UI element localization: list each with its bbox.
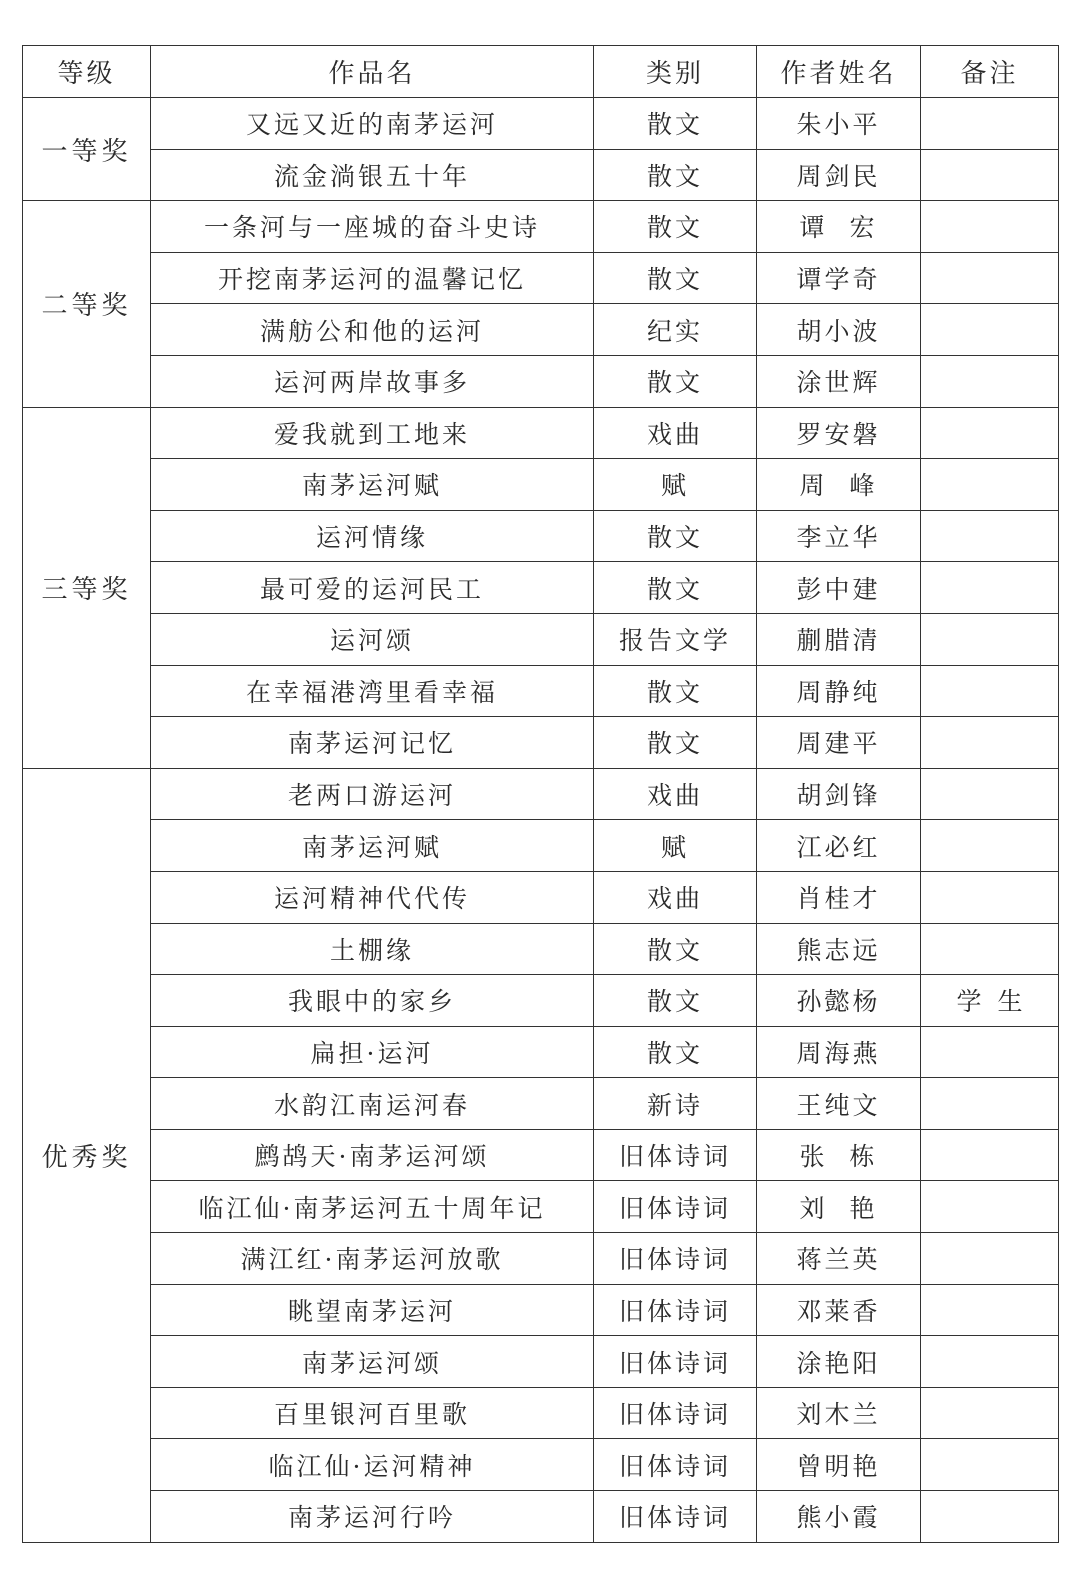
work-title-cell: 开挖南茅运河的温馨记忆 (151, 252, 594, 304)
category-cell: 散文 (594, 510, 757, 562)
note-cell (921, 1284, 1059, 1336)
author-cell: 熊小霞 (757, 1491, 921, 1543)
author-cell: 周海燕 (757, 1026, 921, 1078)
author-cell: 胡小波 (757, 304, 921, 356)
table-row (23, 665, 1059, 717)
category-cell: 散文 (594, 975, 757, 1027)
author-cell: 蒯腊清 (757, 613, 921, 665)
category-cell: 旧体诗词 (594, 1129, 757, 1181)
category-cell: 散文 (594, 355, 757, 407)
note-cell (921, 1491, 1059, 1543)
category-cell: 散文 (594, 201, 757, 253)
header-author: 作者姓名 (757, 46, 921, 98)
award-level-cell: 二等奖 (23, 201, 151, 407)
author-cell: 曾明艳 (757, 1439, 921, 1491)
category-cell: 旧体诗词 (594, 1387, 757, 1439)
work-title-cell: 最可爱的运河民工 (151, 562, 594, 614)
note-cell (921, 1181, 1059, 1233)
table-row (23, 1181, 1059, 1233)
work-title-cell: 临江仙·运河精神 (151, 1439, 594, 1491)
table-row (23, 98, 1059, 150)
author-cell: 江必红 (757, 820, 921, 872)
work-title-cell: 临江仙·南茅运河五十周年记 (151, 1181, 594, 1233)
category-cell: 戏曲 (594, 871, 757, 923)
table-row (23, 768, 1059, 820)
note-cell (921, 355, 1059, 407)
category-cell: 旧体诗词 (594, 1491, 757, 1543)
category-cell: 旧体诗词 (594, 1336, 757, 1388)
work-title-cell: 眺望南茅运河 (151, 1284, 594, 1336)
note-cell (921, 613, 1059, 665)
table-row (23, 201, 1059, 253)
work-title-cell: 南茅运河行吟 (151, 1491, 594, 1543)
header-title: 作品名 (151, 46, 594, 98)
category-cell: 纪实 (594, 304, 757, 356)
work-title-cell: 流金淌银五十年 (151, 149, 594, 201)
table-row (23, 1078, 1059, 1130)
work-title-cell: 运河精神代代传 (151, 871, 594, 923)
author-cell: 周剑民 (757, 149, 921, 201)
author-cell: 王纯文 (757, 1078, 921, 1130)
table-row (23, 407, 1059, 459)
note-cell (921, 665, 1059, 717)
note-cell (921, 562, 1059, 614)
author-cell: 刘 艳 (757, 1181, 921, 1233)
award-level-cell: 三等奖 (23, 407, 151, 768)
author-cell: 蒋兰英 (757, 1233, 921, 1285)
category-cell: 赋 (594, 459, 757, 511)
table-row (23, 1026, 1059, 1078)
note-cell (921, 407, 1059, 459)
note-cell (921, 1026, 1059, 1078)
award-level-cell: 优秀奖 (23, 768, 151, 1542)
note-cell (921, 1387, 1059, 1439)
table-row (23, 1284, 1059, 1336)
table-row (23, 1129, 1059, 1181)
work-title-cell: 南茅运河赋 (151, 459, 594, 511)
table-row (23, 923, 1059, 975)
author-cell: 刘木兰 (757, 1387, 921, 1439)
table-row (23, 459, 1059, 511)
category-cell: 戏曲 (594, 407, 757, 459)
work-title-cell: 水韵江南运河春 (151, 1078, 594, 1130)
header-category: 类别 (594, 46, 757, 98)
note-cell (921, 252, 1059, 304)
work-title-cell: 土棚缘 (151, 923, 594, 975)
table-row (23, 510, 1059, 562)
table-row (23, 562, 1059, 614)
category-cell: 旧体诗词 (594, 1439, 757, 1491)
work-title-cell: 运河情缘 (151, 510, 594, 562)
category-cell: 报告文学 (594, 613, 757, 665)
work-title-cell: 在幸福港湾里看幸福 (151, 665, 594, 717)
work-title-cell: 运河颂 (151, 613, 594, 665)
author-cell: 张 栋 (757, 1129, 921, 1181)
author-cell: 谭 宏 (757, 201, 921, 253)
category-cell: 散文 (594, 252, 757, 304)
work-title-cell: 运河两岸故事多 (151, 355, 594, 407)
work-title-cell: 又远又近的南茅运河 (151, 98, 594, 150)
table-row (23, 1387, 1059, 1439)
author-cell: 周静纯 (757, 665, 921, 717)
author-cell: 熊志远 (757, 923, 921, 975)
note-cell (921, 459, 1059, 511)
category-cell: 散文 (594, 98, 757, 150)
category-cell: 赋 (594, 820, 757, 872)
author-cell: 胡剑锋 (757, 768, 921, 820)
note-cell (921, 201, 1059, 253)
note-cell (921, 820, 1059, 872)
category-cell: 散文 (594, 149, 757, 201)
category-cell: 戏曲 (594, 768, 757, 820)
table-row (23, 717, 1059, 769)
table-row (23, 304, 1059, 356)
author-cell: 彭中建 (757, 562, 921, 614)
note-cell (921, 98, 1059, 150)
note-cell (921, 923, 1059, 975)
author-cell: 涂世辉 (757, 355, 921, 407)
category-cell: 新诗 (594, 1078, 757, 1130)
work-title-cell: 满江红·南茅运河放歌 (151, 1233, 594, 1285)
award-table-body (23, 98, 1059, 1543)
note-cell: 学 生 (921, 975, 1059, 1027)
note-cell (921, 1078, 1059, 1130)
table-row (23, 1439, 1059, 1491)
table-row (23, 613, 1059, 665)
author-cell: 孙懿杨 (757, 975, 921, 1027)
table-row (23, 149, 1059, 201)
work-title-cell: 鹧鸪天·南茅运河颂 (151, 1129, 594, 1181)
author-cell: 肖桂才 (757, 871, 921, 923)
author-cell: 周建平 (757, 717, 921, 769)
author-cell: 朱小平 (757, 98, 921, 150)
work-title-cell: 满舫公和他的运河 (151, 304, 594, 356)
header-row (23, 46, 1059, 98)
author-cell: 李立华 (757, 510, 921, 562)
note-cell (921, 1336, 1059, 1388)
table-row (23, 975, 1059, 1027)
header-note: 备注 (921, 46, 1059, 98)
table-row (23, 1233, 1059, 1285)
category-cell: 散文 (594, 1026, 757, 1078)
award-sheet (22, 45, 1058, 1543)
category-cell: 散文 (594, 923, 757, 975)
category-cell: 旧体诗词 (594, 1284, 757, 1336)
table-row (23, 1336, 1059, 1388)
work-title-cell: 南茅运河记忆 (151, 717, 594, 769)
work-title-cell: 一条河与一座城的奋斗史诗 (151, 201, 594, 253)
table-row (23, 1491, 1059, 1543)
award-level-cell: 一等奖 (23, 98, 151, 201)
category-cell: 散文 (594, 717, 757, 769)
note-cell (921, 1129, 1059, 1181)
note-cell (921, 871, 1059, 923)
category-cell: 散文 (594, 665, 757, 717)
author-cell: 周 峰 (757, 459, 921, 511)
table-row (23, 820, 1059, 872)
work-title-cell: 南茅运河颂 (151, 1336, 594, 1388)
work-title-cell: 我眼中的家乡 (151, 975, 594, 1027)
note-cell (921, 1233, 1059, 1285)
note-cell (921, 1439, 1059, 1491)
note-cell (921, 510, 1059, 562)
work-title-cell: 老两口游运河 (151, 768, 594, 820)
note-cell (921, 768, 1059, 820)
category-cell: 旧体诗词 (594, 1181, 757, 1233)
work-title-cell: 百里银河百里歌 (151, 1387, 594, 1439)
table-row (23, 252, 1059, 304)
note-cell (921, 149, 1059, 201)
work-title-cell: 南茅运河赋 (151, 820, 594, 872)
work-title-cell: 爱我就到工地来 (151, 407, 594, 459)
award-table (22, 45, 1059, 1543)
table-row (23, 355, 1059, 407)
author-cell: 谭学奇 (757, 252, 921, 304)
work-title-cell: 扁担·运河 (151, 1026, 594, 1078)
category-cell: 旧体诗词 (594, 1233, 757, 1285)
category-cell: 散文 (594, 562, 757, 614)
header-level: 等级 (23, 46, 151, 98)
table-row (23, 871, 1059, 923)
note-cell (921, 717, 1059, 769)
author-cell: 罗安磐 (757, 407, 921, 459)
author-cell: 邓莱香 (757, 1284, 921, 1336)
note-cell (921, 304, 1059, 356)
author-cell: 涂艳阳 (757, 1336, 921, 1388)
